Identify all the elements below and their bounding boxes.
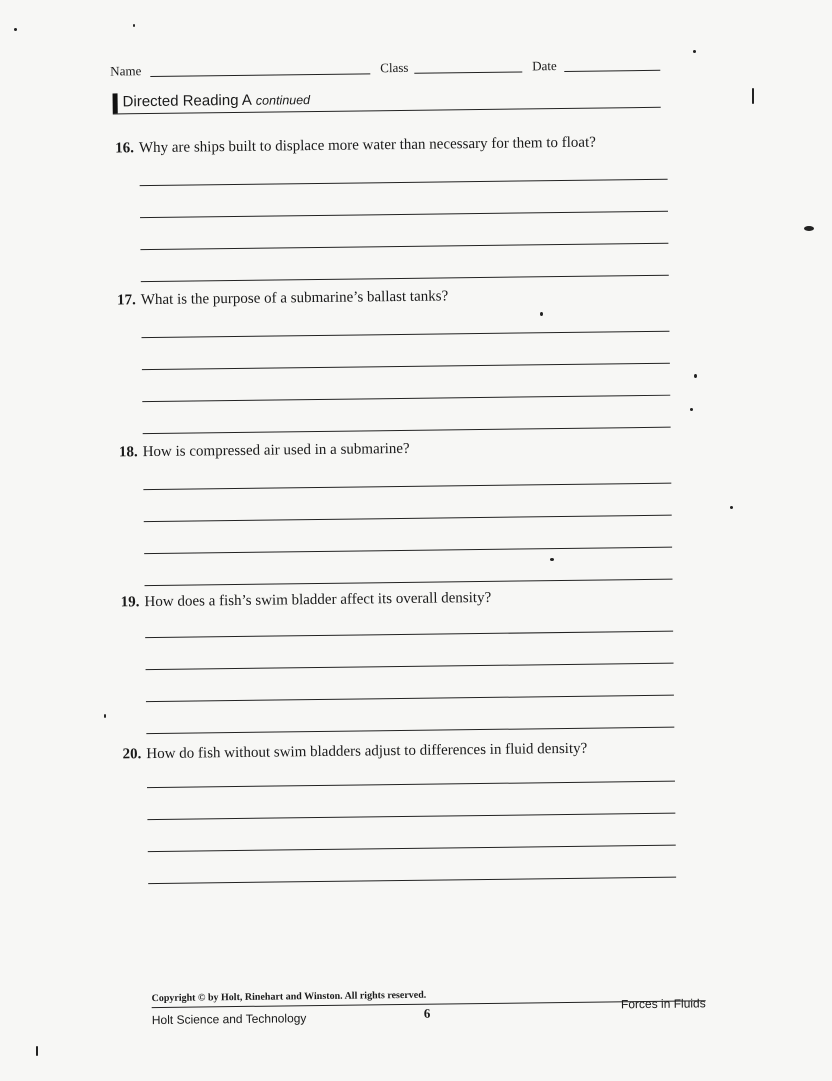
section-title	[123, 91, 311, 110]
answer-line[interactable]	[147, 781, 675, 788]
section-title-main: Directed Reading A	[122, 91, 252, 111]
answer-line[interactable]	[140, 179, 668, 186]
question-text: What is the purpose of a submarine’s ballast tanks?	[140, 288, 449, 309]
question-text: How is compressed air used in a submarine?	[142, 440, 410, 461]
question-16	[115, 133, 667, 158]
question-text: How do fish without swim bladders adjust to differences in fluid density?	[146, 740, 588, 763]
answer-line[interactable]	[146, 727, 674, 734]
class-label: Class	[380, 59, 409, 76]
answer-line[interactable]	[142, 395, 670, 402]
question-text: How does a fish’s swim bladder affect its overall density?	[144, 589, 492, 611]
scan-speck	[133, 24, 135, 27]
scan-speck	[752, 88, 754, 104]
name-field[interactable]	[150, 73, 370, 77]
answer-line[interactable]	[147, 813, 675, 820]
question-number: 20.	[122, 746, 142, 763]
class-field[interactable]	[414, 71, 522, 73]
question-18	[119, 437, 671, 462]
scan-speck	[804, 226, 814, 231]
answer-line[interactable]	[146, 695, 674, 702]
answer-line[interactable]	[145, 579, 673, 586]
answer-line[interactable]	[143, 427, 671, 434]
question-number: 19.	[120, 594, 140, 611]
scan-speck	[14, 28, 17, 31]
page-footer	[152, 986, 706, 1033]
answer-line[interactable]	[148, 877, 676, 884]
copyright-notice: Copyright © by Holt, Rinehart and Winston. All rights reserved.	[151, 989, 427, 1005]
section-title-bar	[112, 85, 660, 115]
answer-line[interactable]	[142, 331, 670, 338]
page-number: 6	[423, 1005, 431, 1021]
answer-line[interactable]	[141, 275, 669, 282]
scan-speck	[36, 1046, 38, 1056]
scan-speck	[693, 50, 696, 53]
chapter-label: Forces in Fluids	[620, 996, 706, 1012]
question-prompt	[117, 285, 669, 310]
publisher-label: Holt Science and Technology	[151, 1011, 307, 1028]
question-prompt	[121, 587, 673, 612]
scan-speck	[730, 506, 733, 509]
question-prompt	[115, 133, 667, 158]
question-17	[117, 285, 669, 310]
answer-line[interactable]	[144, 515, 672, 522]
section-title-suffix: continued	[255, 93, 311, 108]
scan-speck	[540, 312, 543, 316]
question-number: 18.	[118, 444, 138, 461]
question-number: 16.	[115, 140, 135, 157]
date-field[interactable]	[564, 70, 660, 72]
answer-line[interactable]	[148, 845, 676, 852]
question-prompt	[122, 739, 674, 764]
title-marker	[113, 93, 118, 113]
answer-line[interactable]	[140, 243, 668, 250]
question-prompt	[119, 437, 671, 462]
scan-speck	[550, 558, 554, 561]
student-info-header	[110, 55, 662, 82]
answer-line[interactable]	[144, 547, 672, 554]
scan-speck	[694, 374, 697, 378]
question-19	[121, 587, 673, 612]
scan-speck	[104, 714, 106, 718]
answer-line[interactable]	[142, 363, 670, 370]
question-20	[122, 739, 674, 764]
question-text: Why are ships built to displace more water than necessary for them to float?	[138, 134, 596, 157]
answer-line[interactable]	[143, 483, 671, 490]
answer-line[interactable]	[140, 211, 668, 218]
question-number: 17.	[116, 292, 136, 309]
answer-line[interactable]	[145, 631, 673, 638]
date-label: Date	[532, 58, 557, 74]
scan-speck	[690, 408, 693, 411]
name-label: Name	[110, 63, 142, 79]
answer-line[interactable]	[146, 663, 674, 670]
